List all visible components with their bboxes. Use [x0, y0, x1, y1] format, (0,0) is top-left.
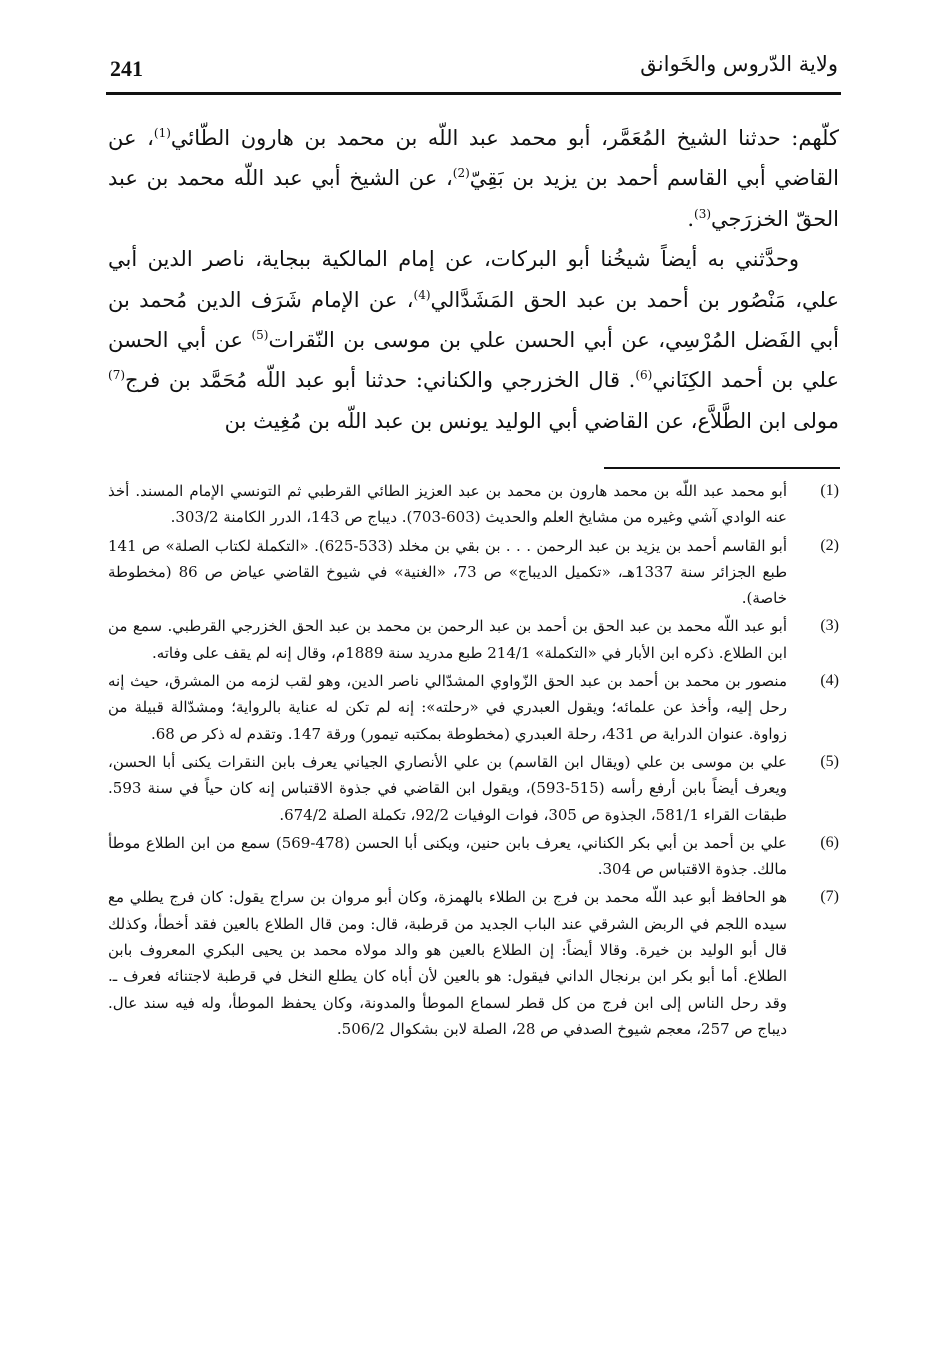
footnote-text: علي بن موسى بن علي (ويقال ابن القاسم) بن علي الأنصاري الجياني يعرف بابن النقرات يكنى أبا الحسن، ويعرف أيضاً بابن أرفع رأسه (515-593)، ويقول ابن القاضي في جذوة الاقتباس إنه كان حياً في سنة 593. طبقات القراء 581/1، الجذوة ص 305، فوات الوفيات 92/2، تكملة الصلة 674/2.	[108, 752, 787, 824]
footnote-reference: (7)	[108, 368, 126, 383]
text-run: .	[687, 206, 694, 231]
text-run: . قال الخزرجي والكناني: حدثنا أبو عبد اللّه مُحَمَّد بن فرج	[125, 368, 636, 393]
footnote-reference: (3)	[694, 206, 712, 221]
footnote-number: (5)	[820, 752, 839, 770]
text-run: ، عن الإمام شَرَف الدين مُحمد بن أبي الفَضل المُرْسِي، عن أبي الحسن علي بن موسى بن النّقرات	[108, 287, 840, 353]
text-run: كلّهم: حدثنا الشيخ المُعَمَّر، أبو محمد عبد اللّه بن محمد بن هارون الطّائي	[170, 126, 839, 150]
footnote-reference: (2)	[452, 166, 470, 181]
footnote-item	[108, 830, 839, 883]
footnote-item	[108, 478, 839, 531]
footnote-reference: (4)	[413, 287, 431, 302]
header-rule	[106, 92, 841, 95]
text-run: مولى ابن الطَّلاَّع، عن القاضي أبي الوليد يونس بن عبد اللّه بن مُغِيث بن	[224, 408, 839, 433]
footnote-text: أبو محمد عبد اللّه بن محمد هارون بن محمد بن عبد العزيز الطائي القرطبي ثم التونسي الإمام المسند. أخذ عنه الوادي آشي وغيره من مشايخ العلم والحديث (603-703). ديباج ص 143، الدرر الكامنة 303/2.	[108, 482, 787, 527]
footnote-text: علي بن أحمد بن أبي بكر الكناني، يعرف بابن حنين، ويكنى أبا الحسن (478-569) سمع من ابن الطلاع موطأ مالك. جذوة الاقتباس ص 304.	[108, 833, 787, 879]
footnotes	[108, 478, 839, 1044]
body-paragraph	[108, 239, 839, 441]
footnote-number: (2)	[820, 536, 839, 554]
body-paragraph	[108, 118, 839, 239]
text-run: ، عن الشيخ أبي عبد اللّه محمد بن عبد الحقّ الخزرَجي	[108, 166, 839, 231]
text-run: ، عن القاضي أبي القاسم أحمد بن يزيد بن بَقِيّ	[108, 126, 839, 191]
footnote-number: (3)	[820, 617, 839, 635]
footnote-text: هو الحافظ أبو عبد اللّه محمد بن فرج بن الطلاء بالهمزة، وكان أبو مروان بن سراج يقول: كان فرج يطلي مع سيده اللجم في الربض الشرقي عند الباب الجديد من قرطبة، قال: ومن قال الطلاع بالعين فقد أخطأ، وكذلك قال أبو الوليد بن خيرة. وقالا أيضاً: إن الطلاع بالعين هو والد مولاه محمد بن يحيى البكري المعروف بابن الطلاع. أما أبو بكر ابن برنجال الداني فيقول: هو بالعين لأن أباه كان يطلع النخل في قرطبة لاجتنائه فعرف ـ. وقد رحل الناس إلى ابن فرج من كل قطر لسماع الموطأ والمدونة، وكان يحفظ الموطأ، وله فيه سند عال. ديباج ص 257، معجم شيوخ الصدفي ص 28، الصلة لابن بشكوال 506/2.	[108, 888, 787, 1038]
page-number: 241	[110, 56, 143, 81]
main-text	[108, 118, 839, 441]
footnote-item	[108, 533, 839, 612]
footnote-text: أبو القاسم أحمد بن يزيد بن عبد الرحمن . . . بن بقي بن مخلد (533-625). «التكملة لكتاب الصلة» ص 141 طبع الجزائر سنة 1337هـ، «تكميل الديباج» ص 73، «الغنية» في شيوخ القاضي عياض ص 86 (مخطوطة خاصة).	[108, 536, 788, 608]
text-run: وحدَّثني به أيضاً شيخُنا أبو البركات، عن إمام المالكية ببجاية، ناصر الدين أبي علي، مَنْصُور بن أحمد بن عبد الحق المَشَدَّالي	[108, 247, 839, 312]
footnote-reference: (6)	[635, 368, 653, 383]
running-title: ولاية الدّروس والخَوانق	[640, 52, 838, 76]
footnote-separator	[604, 467, 840, 469]
footnote-number: (6)	[820, 833, 839, 851]
footnote-number: (1)	[820, 482, 839, 499]
footnote-item	[108, 668, 839, 747]
footnote-item	[108, 749, 839, 828]
footnote-item	[108, 884, 839, 1042]
footnote-number: (4)	[820, 672, 839, 690]
footnote-number: (7)	[820, 888, 839, 906]
footnote-text: أبو عبد اللّه محمد بن عبد الحق بن أحمد بن عبد الرحمن بن محمد بن عبد الحق الخزرجي القرطبي. سمع من ابن الطلاع. ذكره ابن الأبار في «التكملة» 214/1 طبع مدريد سنة 1889م، وقال إنه لم يقف على وفاته.	[108, 617, 787, 662]
text-run: عن أبي الحسن علي بن أحمد الكِنَاني	[108, 328, 839, 393]
footnote-text: منصور بن محمد بن أحمد بن عبد الحق الزّواوي المشدّالي ناصر الدين، وهو لقب لزمه من المشرق، حيث إنه رحل إليه، وأخذ عن علمائه؛ ويقول العبدري في «رحلته»: إنه لم تكن له عناية بالرواية؛ ومشدّالة قبيلة من زواوة. عنوان الدراية ص 431، رحلة العبدري (مخطوطة بمكتبه تيمور) ورقة 147. وتقدم له ذكر ص 68.	[108, 672, 787, 743]
page-header	[108, 48, 838, 98]
footnote-reference: (5)	[251, 328, 269, 343]
footnote-reference: (1)	[153, 126, 171, 140]
footnote-item	[108, 613, 839, 666]
